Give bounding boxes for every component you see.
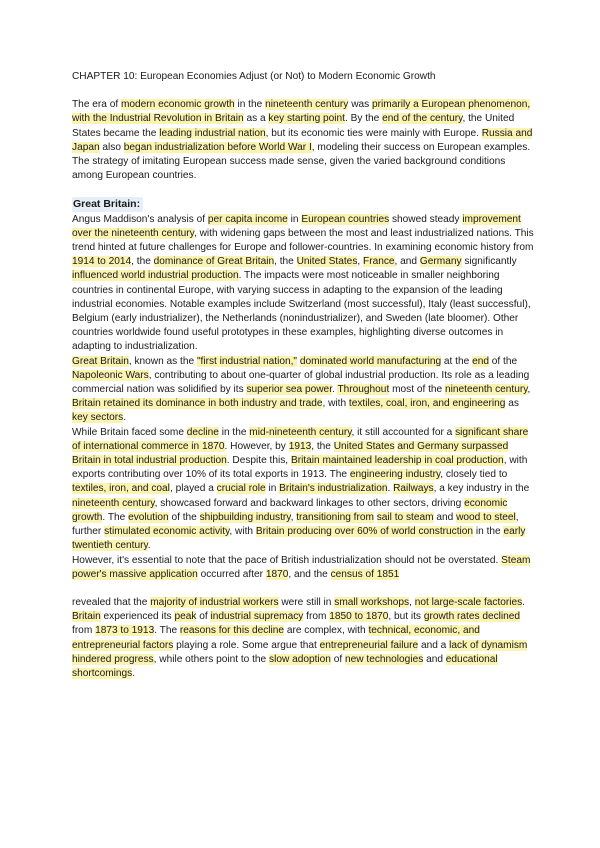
text-run: and bbox=[433, 511, 457, 523]
highlighted-text: dominated world manufacturing bbox=[299, 355, 442, 367]
text-run: , the bbox=[131, 256, 154, 268]
text-run: , the bbox=[311, 440, 334, 452]
highlighted-text: majority of industrial workers bbox=[150, 596, 279, 608]
highlighted-text: modern economic growth bbox=[120, 99, 235, 111]
highlighted-text: early twentieth century bbox=[72, 526, 526, 552]
text-run: are complex, with bbox=[284, 625, 369, 637]
highlighted-text: France bbox=[363, 256, 395, 268]
text-run: The era of bbox=[72, 99, 121, 111]
text-run: in the bbox=[473, 526, 504, 538]
highlighted-text: and Germany surpassed Britain in total industrial production bbox=[72, 440, 509, 467]
paragraph-gap bbox=[72, 582, 534, 596]
highlighted-text: began industrialization before World War I bbox=[123, 141, 312, 153]
text-run: . By the bbox=[344, 113, 383, 125]
text-run: from bbox=[303, 611, 330, 623]
highlighted-text: "first industrial nation," bbox=[196, 355, 297, 367]
highlighted-text: textiles, iron, and coal bbox=[72, 483, 170, 495]
highlighted-text: European countries bbox=[301, 213, 390, 225]
text-run: , known as the bbox=[128, 355, 197, 367]
text-run: from bbox=[72, 625, 96, 637]
highlighted-text: primarily a European phenomenon, with the Industrial Revolution in Britain bbox=[72, 99, 531, 125]
text-run: , but its economic ties were mainly with Europe. bbox=[265, 127, 482, 139]
text-run: at the bbox=[441, 355, 473, 367]
text-run: was bbox=[348, 99, 373, 111]
text-run: , while others point to the bbox=[153, 653, 270, 665]
highlighted-text: Steam power's massive application bbox=[72, 554, 531, 580]
text-run: , showcased forward and backward linkages to other sectors, driving bbox=[154, 497, 465, 509]
highlighted-text: entrepreneurial failure bbox=[319, 639, 419, 651]
text-run: showed steady bbox=[389, 213, 463, 225]
highlighted-text: hindered progress bbox=[72, 653, 154, 665]
highlighted-text: crucial role bbox=[216, 483, 266, 495]
text-run: , it still accounted for a bbox=[351, 426, 456, 438]
highlighted-text: technical, economic, and entrepreneurial factors bbox=[72, 625, 480, 651]
document-body bbox=[72, 70, 534, 681]
highlighted-text: 1873 to 1913 bbox=[95, 625, 155, 637]
text-run: , but its bbox=[388, 611, 424, 623]
text-run: as bbox=[505, 398, 519, 410]
highlighted-text: textiles, coal, iron, and engineering bbox=[348, 398, 506, 410]
highlighted-text: Great Britain bbox=[72, 355, 129, 367]
highlighted-text: improvement over the nineteenth century bbox=[72, 213, 521, 239]
highlighted-text: nineteenth century bbox=[444, 384, 528, 396]
highlighted-text: Britain's industrialization bbox=[279, 483, 388, 495]
highlighted-text: Britain bbox=[72, 611, 101, 623]
text-run: . Despite this, bbox=[226, 455, 291, 467]
maddison-paragraph bbox=[72, 213, 534, 355]
highlighted-text: lack of dynamism bbox=[449, 639, 528, 651]
highlighted-text: sail to steam bbox=[376, 511, 434, 523]
text-run: . bbox=[147, 540, 151, 552]
highlighted-text: not large-scale factories bbox=[414, 596, 523, 608]
highlighted-text: engineering industry bbox=[349, 469, 441, 481]
highlighted-text: reasons for this decline bbox=[179, 625, 285, 637]
highlighted-text: 1850 to 1870 bbox=[329, 611, 389, 623]
text-run: and bbox=[423, 653, 446, 665]
text-run: of the bbox=[168, 511, 200, 523]
industrialization-pace-paragraph bbox=[72, 554, 534, 582]
text-run: were still in bbox=[278, 596, 335, 608]
text-run: , bbox=[357, 256, 364, 268]
text-run: , and the bbox=[288, 568, 331, 580]
text-run: revealed that the bbox=[72, 596, 151, 608]
intro-paragraph bbox=[72, 98, 534, 183]
text-run: in bbox=[265, 483, 280, 495]
text-run: and a bbox=[418, 639, 450, 651]
census-paragraph bbox=[72, 596, 534, 610]
highlighted-text: educational shortcomings bbox=[72, 653, 498, 679]
text-run: also bbox=[99, 141, 124, 153]
text-run: . bbox=[522, 596, 526, 608]
text-run: , closely tied to bbox=[440, 469, 508, 481]
text-run: . bbox=[123, 412, 127, 424]
highlighted-text: Britain maintained leadership in coal production bbox=[290, 455, 504, 467]
text-run: . The impacts were most noticeable in smaller neighboring countries in continental Europe, with varying success in adapting to the expansion of the leading industrial economies. Notable examples include Switzerland (most successful), Italy (least successful), Belgium (early industrializer), the Netherlands (nonindustrializer), and Sweden (late bloomer). Other countries worldwide found useful prototypes in these examples, highlighting diverse outcomes in adapting to industrialization. bbox=[72, 270, 531, 353]
highlighted-text: shipbuilding industry bbox=[199, 511, 291, 523]
supremacy-paragraph bbox=[72, 610, 534, 681]
highlighted-text: Germany bbox=[419, 256, 462, 268]
section-heading: Great Britain: bbox=[72, 197, 143, 211]
text-run: in the bbox=[234, 99, 266, 111]
highlighted-text: Railways bbox=[393, 483, 434, 495]
text-run: in the bbox=[218, 426, 250, 438]
text-run: , the bbox=[274, 256, 297, 268]
highlighted-text: new technologies bbox=[345, 653, 424, 665]
text-run: . bbox=[332, 384, 338, 396]
text-run: , with widening gaps between the most and least industrialized nations. This trend hinted at future challenges for Europe and follower-countries. In examining economic history from bbox=[72, 227, 534, 254]
highlighted-text: Britain retained its dominance in both industry and trade bbox=[72, 398, 323, 410]
text-run: . The bbox=[154, 625, 180, 637]
paragraph-gap bbox=[72, 183, 534, 197]
section-heading-wrapper bbox=[72, 197, 534, 212]
text-run: experienced its bbox=[100, 611, 175, 623]
text-run: in bbox=[287, 213, 302, 225]
highlighted-text: industrial supremacy bbox=[210, 611, 304, 623]
highlighted-text: evolution bbox=[128, 511, 169, 523]
highlighted-text: United States bbox=[296, 256, 358, 268]
highlighted-text: dominance of Great Britain bbox=[153, 256, 275, 268]
text-run: of bbox=[196, 611, 211, 623]
text-run: . The bbox=[102, 511, 129, 523]
text-run: most of the bbox=[389, 384, 445, 396]
highlighted-text: decline bbox=[186, 426, 219, 438]
highlighted-text: Russia and Japan bbox=[72, 127, 533, 153]
text-run: However, it's essential to note that the pace of British industrialization should not be overstated. bbox=[72, 554, 502, 566]
text-run: of bbox=[330, 653, 346, 665]
highlighted-text: 1914 to 2014 bbox=[72, 256, 132, 268]
text-run: , bbox=[290, 511, 297, 523]
highlighted-text: Throughout bbox=[337, 384, 390, 396]
text-run: . bbox=[387, 483, 394, 495]
text-run: , further bbox=[72, 511, 519, 538]
highlighted-text: leading industrial nation bbox=[159, 127, 266, 139]
highlighted-text: nineteenth century bbox=[72, 497, 155, 509]
text-run: , modeling their success on European examples. The strategy of imitating European success made sense, given the varied background conditions among European countries. bbox=[72, 141, 531, 182]
text-run: , the United States became the bbox=[72, 113, 515, 139]
highlighted-text: end of the century bbox=[382, 113, 463, 125]
text-run: significantly bbox=[461, 256, 517, 268]
text-run: , with bbox=[229, 526, 256, 538]
highlighted-text: growth rates declined bbox=[423, 611, 521, 623]
text-run: , with exports contributing over 10% of its total exports in 1913. The bbox=[72, 455, 528, 481]
highlighted-text: superior sea power bbox=[246, 384, 333, 396]
highlighted-text: wood to steel bbox=[456, 511, 516, 523]
chapter-title: CHAPTER 10: European Economies Adjust (or Not) to Modern Economic Growth bbox=[72, 71, 436, 82]
highlighted-text: census of 1851 bbox=[330, 568, 400, 580]
highlighted-text: key starting point bbox=[268, 113, 345, 125]
highlighted-text: per capita income bbox=[207, 213, 288, 225]
highlighted-text: transitioning from bbox=[296, 511, 374, 523]
highlighted-text: 1913 bbox=[288, 440, 312, 452]
highlighted-text: United States bbox=[333, 440, 395, 452]
highlighted-text: significant share of international commerce in 1870 bbox=[72, 426, 529, 452]
highlighted-text: slow adoption bbox=[269, 653, 331, 665]
text-run: . bbox=[132, 667, 136, 679]
text-run: as a bbox=[243, 113, 269, 125]
text-run: , bbox=[527, 384, 531, 396]
text-run: occurred after bbox=[197, 568, 266, 580]
highlighted-text: mid-nineteenth century bbox=[249, 426, 352, 438]
highlighted-text: nineteenth century bbox=[265, 99, 349, 111]
highlighted-text: end bbox=[472, 355, 489, 367]
highlighted-text: Britain producing over 60% of world construction bbox=[255, 526, 474, 538]
text-run: , played a bbox=[169, 483, 217, 495]
highlighted-text: peak bbox=[174, 611, 197, 623]
text-run: of the bbox=[488, 355, 518, 367]
britain-dominance-paragraph bbox=[72, 355, 534, 426]
text-run: , a key industry in the bbox=[433, 483, 530, 495]
highlighted-text: stimulated economic activity bbox=[104, 526, 230, 538]
highlighted-text: 1870 bbox=[265, 568, 289, 580]
highlighted-text: Napoleonic Wars bbox=[72, 369, 149, 381]
text-run: Angus Maddison's analysis of bbox=[72, 213, 208, 225]
text-run: . However, by bbox=[224, 440, 289, 452]
highlighted-text: influenced world industrial production bbox=[72, 270, 239, 282]
text-run: , contributing to about one-quarter of global industrial production. Its role as a leading commercial nation was solidified by its bbox=[72, 369, 530, 396]
text-run: , bbox=[409, 596, 415, 608]
highlighted-text: economic growth bbox=[72, 497, 508, 523]
text-run: playing a role. Some argue that bbox=[173, 639, 320, 651]
text-run: While Britain faced some bbox=[72, 426, 187, 438]
highlighted-text: small workshops bbox=[334, 596, 410, 608]
highlighted-text: key sectors bbox=[72, 412, 124, 424]
text-run: , and bbox=[394, 256, 420, 268]
text-run: , with bbox=[322, 398, 349, 410]
britain-decline-paragraph bbox=[72, 426, 534, 554]
